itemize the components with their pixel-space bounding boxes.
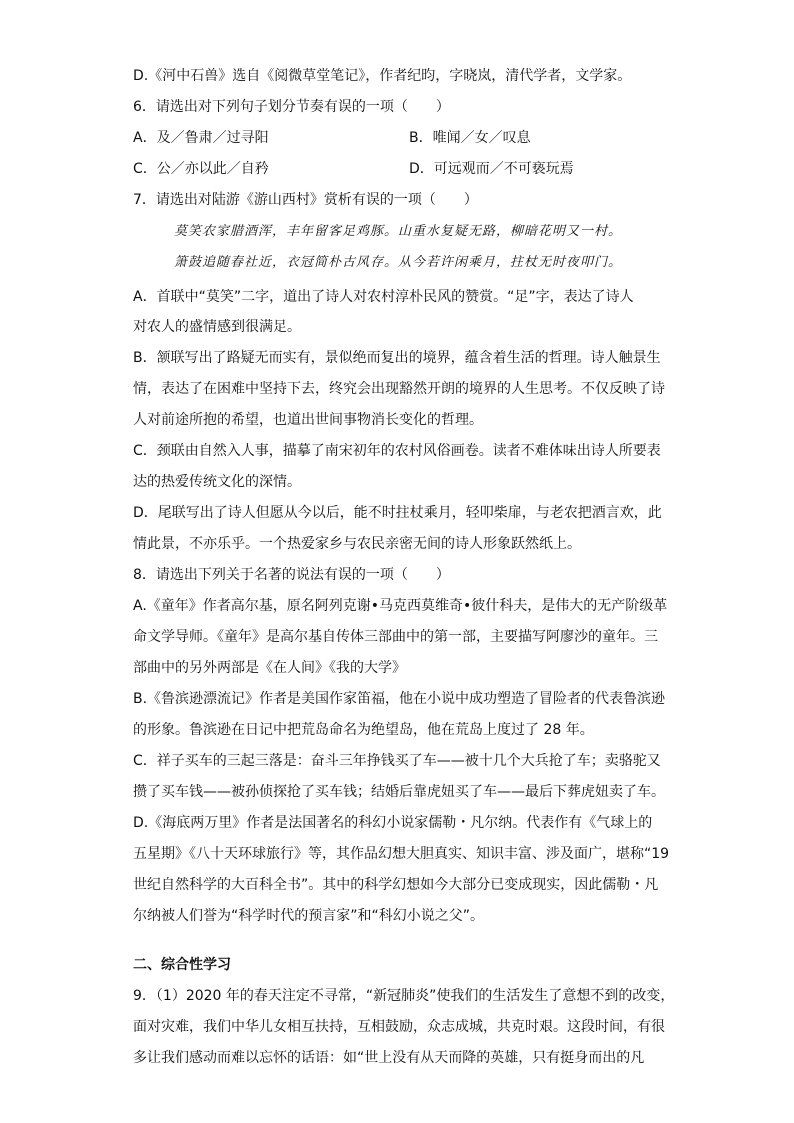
question-8: 8．请选出下列关于名著的说法有误的一项（ ） (133, 567, 450, 583)
q7-option-a-line-1: A．首联中“莫笑”二字，道出了诗人对农村淳朴民风的赞赏。“足”字，表达了诗人 (133, 289, 634, 305)
q7-option-b-line-3: 人对前途所抱的希望，也道出世间事物消长变化的哲理。 (133, 412, 483, 428)
q7-option-c-line-1: C．颈联由自然入人事，描摹了南宋初年的农村风俗画卷。读者不难体味出诗人所要表 (133, 443, 661, 459)
q7-option-b-line-1: B．颔联写出了路疑无而实有，景似绝而复出的境界，蕴含着生活的哲理。诗人触景生 (133, 350, 661, 366)
q8-option-c-line-2: 攒了买车钱——被孙侦探抢了买车钱；结婚后靠虎妞买了车——最后下葬虎妞卖了车。 (133, 784, 665, 800)
q8-option-a-line-3: 部曲中的另外两部是《在人间》《我的大学》 (133, 660, 406, 676)
question-9-line-1: 9．（1）2020 年的春天注定不寻常，“新冠肺炎”使我们的生活发生了意想不到的改变， (133, 988, 675, 1004)
section-heading: 二、综合性学习 (133, 957, 231, 973)
q8-option-a-line-2: 命文学导师。《童年》是高尔基自传体三部曲中的第一部，主要描写阿廖沙的童年。三 (133, 629, 658, 645)
question-9-line-3: 多让我们感动而难以忘怀的话语：如“世上没有从天而降的英雄，只有挺身而出的凡 (133, 1050, 645, 1066)
q6-option-d: D．可远观而／不可亵玩焉 (409, 161, 574, 177)
q8-option-d-line-1: D.《海底两万里》作者是法国著名的科幻小说家儒勒・凡尔纳。代表作有《气球上的 (133, 815, 653, 831)
q7-option-c-line-2: 达的热爱传统文化的深情。 (133, 474, 301, 490)
q7-option-d-line-2: 情此景，不亦乐乎。一个热爱家乡与农民亲密无间的诗人形象跃然纸上。 (133, 536, 581, 552)
q8-option-d-line-2: 五星期》《八十天环球旅行》等，其作品幻想大胆真实、知识丰富、涉及面广，堪称“19 (133, 846, 670, 862)
question-9-line-2: 面对灾难，我们中华儿女相互扶持，互相鼓励，众志成城，共克时艰。这段时间，有很 (133, 1019, 665, 1035)
q8-option-d-line-3: 世纪自然科学的大百科全书”。其中的科学幻想如今大部分已变成现实，因此儒勒・凡 (133, 877, 659, 893)
q7-option-a-line-2: 对农人的盛情感到很满足。 (133, 319, 301, 335)
q8-option-a-line-1: A.《童年》作者高尔基，原名阿列克谢•马克西莫维奇•彼什科夫，是伟大的无产阶级革 (133, 598, 668, 614)
q8-option-d-line-4: 尔纳被人们誉为“科学时代的预言家”和“科幻小说之父”。 (133, 908, 485, 924)
q6-option-a: A．及／鲁肃／过寻阳 (133, 130, 269, 146)
option-d-hezhongshishou: D.《河中石兽》选自《阅微草堂笔记》，作者纪昀，字晓岚，清代学者，文学家。 (133, 68, 632, 84)
poem-line-1: 莫笑农家腊酒浑，丰年留客足鸡豚。山重水复疑无路，柳暗花明又一村。 (174, 224, 623, 239)
q7-option-d-line-1: D．尾联写出了诗人但愿从今以后，能不时拄杖乘月，轻叩柴扉，与老农把酒言欢，此 (133, 505, 662, 521)
question-6: 6．请选出对下列句子划分节奏有误的一项（ ） (133, 99, 450, 115)
q7-option-b-line-2: 情，表达了在困难中坚持下去，终究会出现豁然开朗的境界的人生思考。不仅反映了诗 (133, 381, 665, 397)
q8-option-c-line-1: C．祥子买车的三起三落是：奋斗三年挣钱买了车——被十几个大兵抢了车；卖骆驼又 (133, 753, 661, 769)
question-7: 7．请选出对陆游《游山西村》赏析有误的一项（ ） (133, 192, 478, 208)
q6-option-b: B．唯闻／女／叹息 (409, 130, 531, 146)
q6-option-c: C．公／亦以此／自矜 (133, 161, 269, 177)
poem-line-2: 箫鼓追随春社近，衣冠简朴古风存。从今若许闲乘月，拄杖无时夜叩门。 (174, 255, 623, 270)
q8-option-b-line-1: B.《鲁滨逊漂流记》作者是美国作家笛福，他在小说中成功塑造了冒险者的代表鲁滨逊 (133, 691, 666, 707)
q8-option-b-line-2: 的形象。鲁滨逊在日记中把荒岛命名为绝望岛，他在荒岛上度过了 28 年。 (133, 722, 594, 738)
